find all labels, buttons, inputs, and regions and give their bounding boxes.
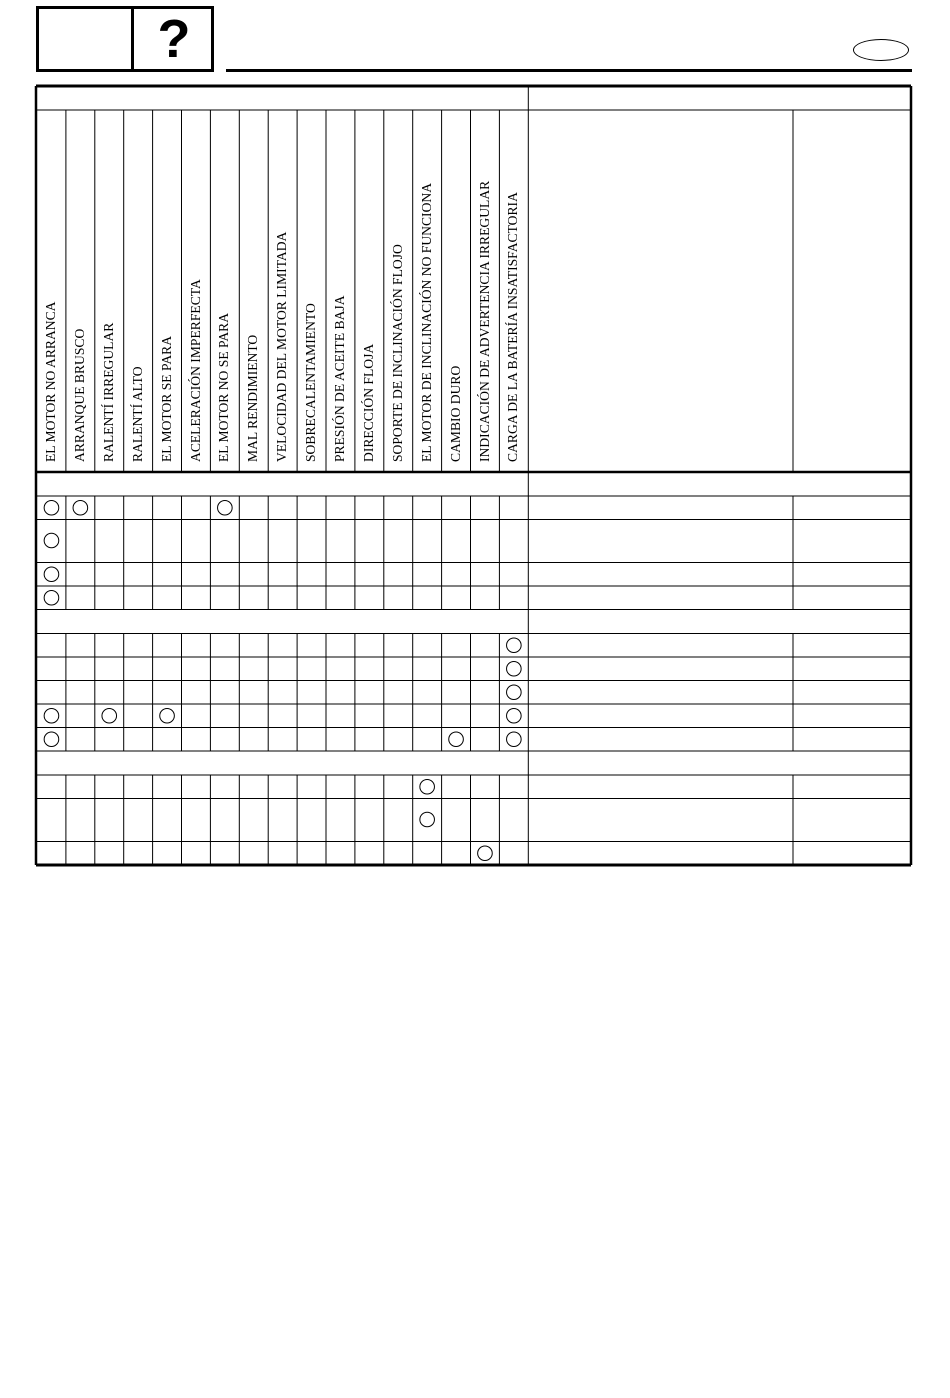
check-circle-mark — [420, 812, 435, 827]
check-circle-mark — [44, 500, 59, 515]
check-circle-mark — [507, 732, 522, 747]
column-header-label: EL MOTOR SE PARA — [158, 335, 174, 462]
check-circle-mark — [478, 846, 493, 861]
check-circle-mark — [507, 638, 522, 653]
column-header-label: MAL RENDIMIENTO — [245, 334, 261, 462]
column-header-label: SOPORTE DE INCLINACIÓN FLOJO — [389, 244, 405, 462]
check-circle-mark — [44, 567, 59, 582]
column-header-label: EL MOTOR DE INCLINACIÓN NO FUNCIONA — [418, 182, 434, 462]
check-circle-mark — [44, 590, 59, 605]
check-circle-mark — [507, 685, 522, 700]
check-circle-mark — [102, 708, 117, 723]
column-header-label: CARGA DE LA BATERÍA INSATISFACTORIA — [505, 192, 521, 462]
check-circle-mark — [507, 708, 522, 723]
check-circle-mark — [449, 732, 464, 747]
check-circle-mark — [44, 708, 59, 723]
column-header-label: SOBRECALENTAMIENTO — [303, 303, 319, 462]
column-header-label: EL MOTOR NO SE PARA — [216, 312, 232, 462]
column-header-label: EL MOTOR NO ARRANCA — [43, 301, 58, 462]
check-circle-mark — [44, 533, 59, 548]
check-circle-mark — [218, 500, 233, 515]
check-circle-mark — [507, 661, 522, 676]
check-circle-mark — [73, 500, 88, 515]
column-header-label: RALENTÍ IRREGULAR — [100, 322, 116, 462]
column-header-label: RALENTÍ ALTO — [129, 366, 145, 462]
column-header-label: VELOCIDAD DEL MOTOR LIMITADA — [274, 231, 290, 462]
column-header-label: DIRECCIÓN FLOJA — [360, 343, 376, 462]
check-circle-mark — [160, 708, 175, 723]
question-mark-icon: ? — [157, 9, 191, 69]
column-header-label: ARRANQUE BRUSCO — [71, 328, 87, 462]
column-header-label: PRESIÓN DE ACEITE BAJA — [332, 295, 347, 462]
check-circle-mark — [44, 732, 59, 747]
column-header-label: CAMBIO DURO — [447, 365, 463, 462]
check-circle-mark — [420, 779, 435, 794]
column-header-label: ACELERACIÓN IMPERFECTA — [187, 279, 203, 462]
column-header-label: INDICACIÓN DE ADVERTENCIA IRREGULAR — [476, 180, 492, 462]
